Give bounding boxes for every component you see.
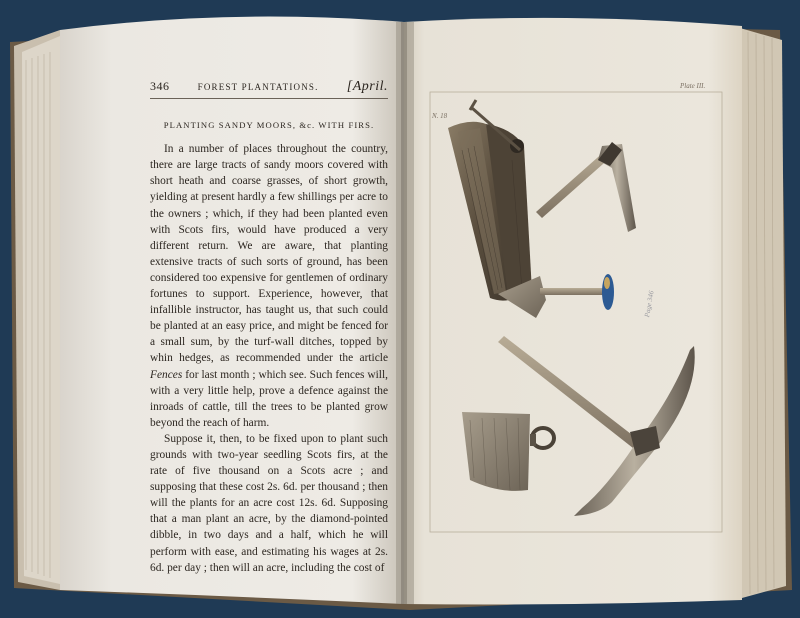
right-page-edges — [740, 28, 786, 598]
left-page-text — [150, 78, 388, 576]
running-head: FOREST PLANTATIONS. — [197, 82, 319, 92]
section-title: PLANTING SANDY MOORS, &c. WITH FIRS. — [163, 120, 375, 131]
month-label: [April. — [346, 79, 388, 94]
right-page — [404, 18, 742, 605]
fences-reference: Fences — [150, 368, 183, 381]
paragraph-2: Suppose it, then, to be fixed upon to plant such grounds with two-year seedling Scots firs, at the rate of five thousand on a Scots acre ; and supposing that these cost 2s. 6d. per thousand ; then will the plants for an acre cost 12s. 6d. Supposing that a man plant an acre, by the diamond-pointed dibble, in two days and a half, which he will perform with ease, and estimating his wages at 2s. 6d. per day ; then will an acre, including the cost of — [150, 432, 388, 574]
paragraph-1: In a number of places throughout the country, there are large tracts of sandy moors covered with short heath and coarse grasses, of short growth, yielding at present hardly a few shillings per acre to the owners ; which, if they had been planted even with Scots firs, would have produced a very different return. We are aware, that planting extensive tracts of such sorts of ground, has been considered too expensive for gentlemen of ordinary fortunes to support. Experience, however, that infallible instructor, has taught us, that such could be planted at an easy price, and might be fenced for a small sum, by the turf-wall ditches, topped by whin hedges, as recommended under the article Fences for last month ; which see. Such fences will, with a very little help, prove a defence against the inroads of cattle, till the trees to be planted grow beyond the reach of harm. — [150, 143, 388, 429]
plate-number: N. 18 — [432, 112, 448, 120]
pencil-annotation: Page 346 — [643, 290, 656, 318]
page-number: 346 — [150, 79, 170, 93]
running-header — [150, 78, 388, 99]
plate-label: Plate III. — [680, 82, 706, 90]
